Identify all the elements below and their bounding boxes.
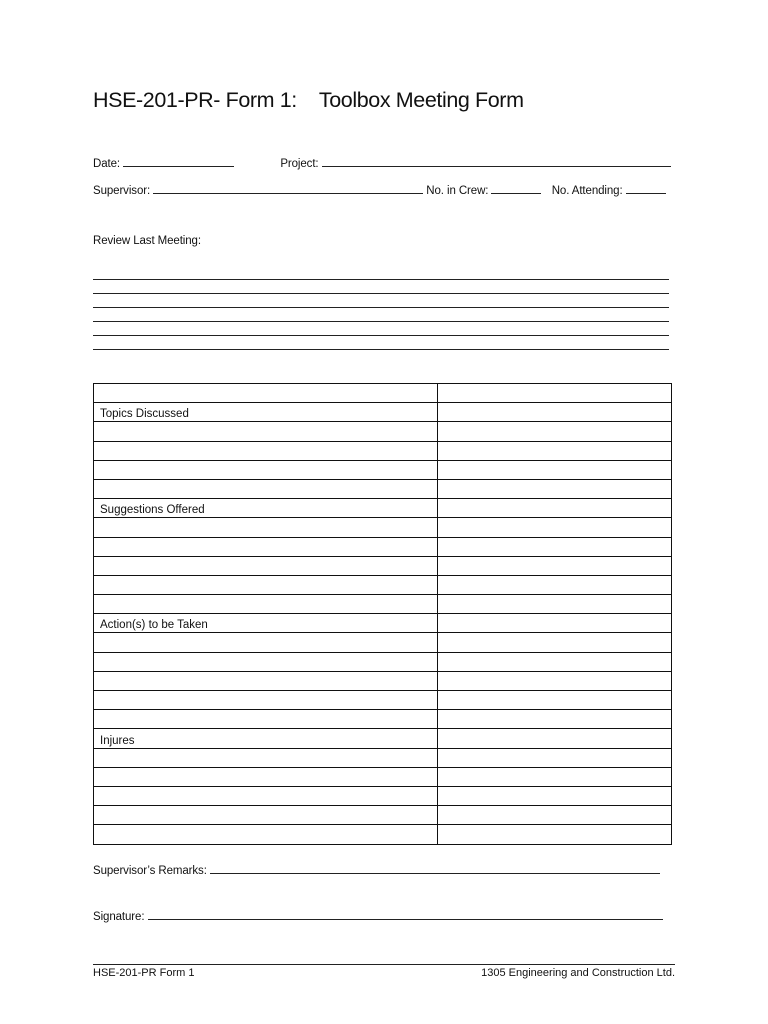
crew-field[interactable] bbox=[491, 182, 541, 194]
entry-cell[interactable] bbox=[438, 575, 672, 594]
table-row bbox=[94, 710, 672, 729]
entry-cell[interactable] bbox=[94, 479, 438, 498]
signature-row bbox=[93, 908, 663, 923]
review-line[interactable] bbox=[93, 322, 669, 336]
footer-form-id: HSE-201-PR Form 1 bbox=[93, 967, 195, 979]
table-row bbox=[94, 825, 672, 844]
entry-cell[interactable] bbox=[94, 671, 438, 690]
page-title bbox=[93, 88, 524, 113]
table-row bbox=[94, 614, 672, 633]
table-row bbox=[94, 479, 672, 498]
form-name: Toolbox Meeting Form bbox=[318, 88, 524, 112]
table-row bbox=[94, 595, 672, 614]
section-label-cell: Suggestions Offered bbox=[94, 499, 438, 518]
table-row bbox=[94, 441, 672, 460]
table-row bbox=[94, 633, 672, 652]
entry-cell[interactable] bbox=[438, 499, 672, 518]
form-id: HSE-201-PR- Form 1: bbox=[93, 88, 297, 112]
table-row bbox=[94, 460, 672, 479]
entry-cell[interactable] bbox=[438, 633, 672, 652]
remarks-label: Supervisor’s Remarks: bbox=[93, 865, 207, 877]
table-row bbox=[94, 422, 672, 441]
review-line[interactable] bbox=[93, 308, 669, 322]
entry-cell[interactable] bbox=[94, 806, 438, 825]
entry-cell[interactable] bbox=[94, 537, 438, 556]
attending-field[interactable] bbox=[626, 182, 666, 194]
attending-label: No. Attending: bbox=[551, 185, 623, 197]
table-row bbox=[94, 767, 672, 786]
entry-cell[interactable] bbox=[94, 518, 438, 537]
footer-divider bbox=[93, 964, 675, 965]
entry-cell[interactable] bbox=[94, 767, 438, 786]
table-row bbox=[94, 729, 672, 748]
entry-cell[interactable] bbox=[438, 441, 672, 460]
table-row bbox=[94, 518, 672, 537]
entry-cell[interactable] bbox=[438, 671, 672, 690]
date-project-row bbox=[93, 155, 671, 170]
entry-cell[interactable] bbox=[94, 825, 438, 844]
crew-label: No. in Crew: bbox=[426, 185, 489, 197]
entry-cell[interactable] bbox=[94, 575, 438, 594]
supervisor-crew-row bbox=[93, 182, 666, 197]
table-row bbox=[94, 384, 672, 403]
table-row bbox=[94, 786, 672, 805]
entry-cell[interactable] bbox=[438, 806, 672, 825]
table-row bbox=[94, 806, 672, 825]
entry-cell[interactable] bbox=[438, 384, 672, 403]
table-row bbox=[94, 575, 672, 594]
table-row bbox=[94, 671, 672, 690]
entry-cell[interactable] bbox=[438, 518, 672, 537]
review-label: Review Last Meeting: bbox=[93, 235, 201, 247]
table-row bbox=[94, 537, 672, 556]
review-line[interactable] bbox=[93, 294, 669, 308]
entry-cell[interactable] bbox=[438, 825, 672, 844]
entry-cell[interactable] bbox=[94, 691, 438, 710]
entry-cell[interactable] bbox=[438, 729, 672, 748]
entry-cell[interactable] bbox=[94, 384, 438, 403]
footer-company: 1305 Engineering and Construction Ltd. bbox=[481, 967, 675, 979]
entry-cell[interactable] bbox=[94, 633, 438, 652]
entry-cell[interactable] bbox=[438, 537, 672, 556]
entry-cell[interactable] bbox=[438, 479, 672, 498]
entry-cell[interactable] bbox=[438, 595, 672, 614]
entry-cell[interactable] bbox=[438, 556, 672, 575]
entry-cell[interactable] bbox=[438, 422, 672, 441]
meeting-table bbox=[93, 383, 672, 845]
table-row bbox=[94, 556, 672, 575]
entry-cell[interactable] bbox=[438, 460, 672, 479]
remarks-field[interactable] bbox=[210, 862, 660, 874]
entry-cell[interactable] bbox=[94, 422, 438, 441]
entry-cell[interactable] bbox=[438, 767, 672, 786]
signature-label: Signature: bbox=[93, 911, 145, 923]
entry-cell[interactable] bbox=[94, 556, 438, 575]
supervisor-field[interactable] bbox=[153, 182, 423, 194]
entry-cell[interactable] bbox=[94, 710, 438, 729]
entry-cell[interactable] bbox=[438, 614, 672, 633]
table-row bbox=[94, 403, 672, 422]
entry-cell[interactable] bbox=[94, 441, 438, 460]
date-label: Date: bbox=[93, 158, 120, 170]
table-row bbox=[94, 748, 672, 767]
review-line[interactable] bbox=[93, 266, 669, 280]
signature-field[interactable] bbox=[148, 908, 663, 920]
review-line[interactable] bbox=[93, 280, 669, 294]
entry-cell[interactable] bbox=[438, 710, 672, 729]
review-line[interactable] bbox=[93, 336, 669, 350]
entry-cell[interactable] bbox=[94, 786, 438, 805]
review-lines[interactable] bbox=[93, 266, 669, 350]
section-label-cell: Topics Discussed bbox=[94, 403, 438, 422]
entry-cell[interactable] bbox=[438, 748, 672, 767]
entry-cell[interactable] bbox=[94, 652, 438, 671]
entry-cell[interactable] bbox=[438, 786, 672, 805]
section-label-cell: Injures bbox=[94, 729, 438, 748]
table-row bbox=[94, 691, 672, 710]
table-row bbox=[94, 652, 672, 671]
entry-cell[interactable] bbox=[94, 595, 438, 614]
entry-cell[interactable] bbox=[438, 691, 672, 710]
entry-cell[interactable] bbox=[438, 403, 672, 422]
project-field[interactable] bbox=[322, 155, 671, 167]
remarks-row bbox=[93, 862, 660, 877]
entry-cell[interactable] bbox=[438, 652, 672, 671]
supervisor-label: Supervisor: bbox=[93, 185, 151, 197]
section-label-cell: Action(s) to be Taken bbox=[94, 614, 438, 633]
table-row bbox=[94, 499, 672, 518]
entry-cell[interactable] bbox=[94, 460, 438, 479]
date-field[interactable] bbox=[123, 155, 234, 167]
project-label: Project: bbox=[280, 158, 319, 170]
entry-cell[interactable] bbox=[94, 748, 438, 767]
